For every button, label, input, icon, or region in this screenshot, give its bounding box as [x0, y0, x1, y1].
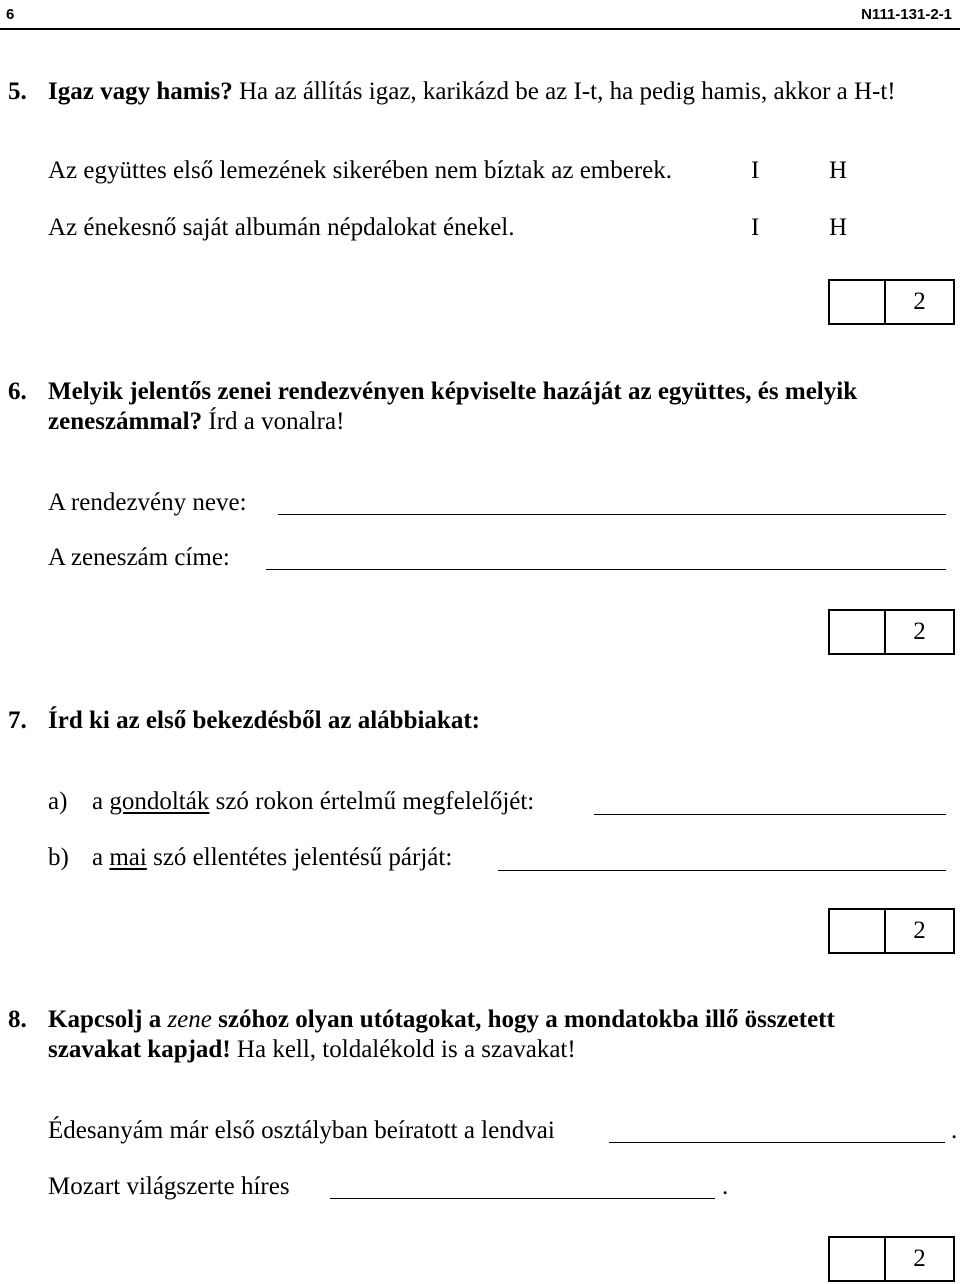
question-5-prompt-bold: Igaz vagy hamis? — [48, 78, 233, 105]
question-5-prompt — [48, 77, 896, 107]
statement-2-true-option[interactable]: I — [751, 214, 760, 241]
question-8-prompt-line-1 — [48, 1005, 835, 1035]
item-b-letter: b) — [48, 844, 69, 871]
question-7-score-box — [828, 908, 955, 954]
item-a-pre: a — [92, 788, 110, 815]
question-6-prompt-bold: zeneszámmal? — [48, 408, 203, 435]
item-a-text — [92, 787, 534, 817]
document-code: N111-131-2-1 — [861, 6, 952, 23]
statement-1-text: Az együttes első lemezének sikerében nem bíztak az emberek. — [48, 157, 673, 184]
question-5-score-box — [828, 279, 955, 325]
header-divider — [0, 28, 960, 30]
statement-2-false-option[interactable]: H — [829, 214, 848, 241]
question-6-score-box — [828, 609, 955, 655]
question-6-score-field[interactable] — [830, 611, 886, 653]
song-title-answer-line[interactable] — [266, 569, 946, 570]
question-8-score-field[interactable] — [830, 1238, 886, 1280]
question-7-max-score: 2 — [913, 917, 926, 944]
question-6-max-score: 2 — [913, 618, 926, 645]
question-8-score-box — [828, 1236, 955, 1282]
statement-2-text: Az énekesnő saját albumán népdalokat énekel. — [48, 214, 515, 241]
item-a-answer-line[interactable] — [594, 814, 946, 815]
sentence-1-text: Édesanyám már első osztályban beíratott a lendvai — [48, 1117, 555, 1144]
question-8-prompt-italic: zene — [167, 1006, 212, 1033]
question-8-prompt-line-2 — [48, 1035, 576, 1065]
sentence-2-text: Mozart világszerte híres — [48, 1173, 290, 1200]
page-number: 6 — [6, 6, 15, 23]
question-7-number: 7. — [8, 707, 27, 734]
question-7-prompt: Írd ki az első bekezdésből az alábbiakat: — [48, 707, 480, 734]
question-5-number: 5. — [8, 78, 27, 105]
statement-1-true-option[interactable]: I — [751, 157, 760, 184]
sentence-1-period: . — [951, 1117, 958, 1144]
question-8-number: 8. — [8, 1006, 27, 1033]
question-5-score-field[interactable] — [830, 281, 886, 323]
event-name-label: A rendezvény neve: — [48, 489, 247, 516]
question-7-score-field[interactable] — [830, 910, 886, 952]
question-6-prompt-line-2 — [48, 407, 344, 437]
item-b-post: szó ellentétes jelentésű párját: — [146, 844, 453, 871]
item-a-keyword: gondolták — [109, 788, 210, 815]
item-b-pre: a — [92, 844, 110, 871]
question-6-prompt-line-1: Melyik jelentős zenei rendezvényen képviselte hazáját az együttes, és melyik — [48, 378, 858, 405]
question-8-prompt-bold-2: szóhoz olyan utótagokat, hogy a mondatokba illő összetett — [211, 1006, 835, 1033]
item-b-keyword: mai — [109, 844, 147, 871]
item-b-text — [92, 843, 452, 873]
question-6-prompt-rest: Írd a vonalra! — [202, 408, 345, 435]
sentence-2-answer-line[interactable] — [330, 1198, 715, 1199]
question-6-number: 6. — [8, 378, 27, 405]
question-8-max-score: 2 — [913, 1245, 926, 1272]
song-title-label: A zeneszám címe: — [48, 544, 230, 571]
sentence-2-period: . — [722, 1173, 729, 1200]
question-5-prompt-rest: Ha az állítás igaz, karikázd be az I-t, ha pedig hamis, akkor a H-t! — [232, 78, 896, 105]
question-8-prompt-line-2-bold: szavakat kapjad! — [48, 1036, 231, 1063]
item-a-letter: a) — [48, 788, 68, 815]
question-8-prompt-line-2-rest: Ha kell, toldalékold is a szavakat! — [230, 1036, 576, 1063]
item-a-post: szó rokon értelmű megfelelőjét: — [209, 788, 535, 815]
event-name-answer-line[interactable] — [278, 514, 946, 515]
statement-1-false-option[interactable]: H — [829, 157, 848, 184]
sentence-1-answer-line[interactable] — [609, 1142, 945, 1143]
question-8-prompt-bold-1: Kapcsolj a — [48, 1006, 168, 1033]
question-5-max-score: 2 — [913, 288, 926, 315]
item-b-answer-line[interactable] — [498, 870, 946, 871]
